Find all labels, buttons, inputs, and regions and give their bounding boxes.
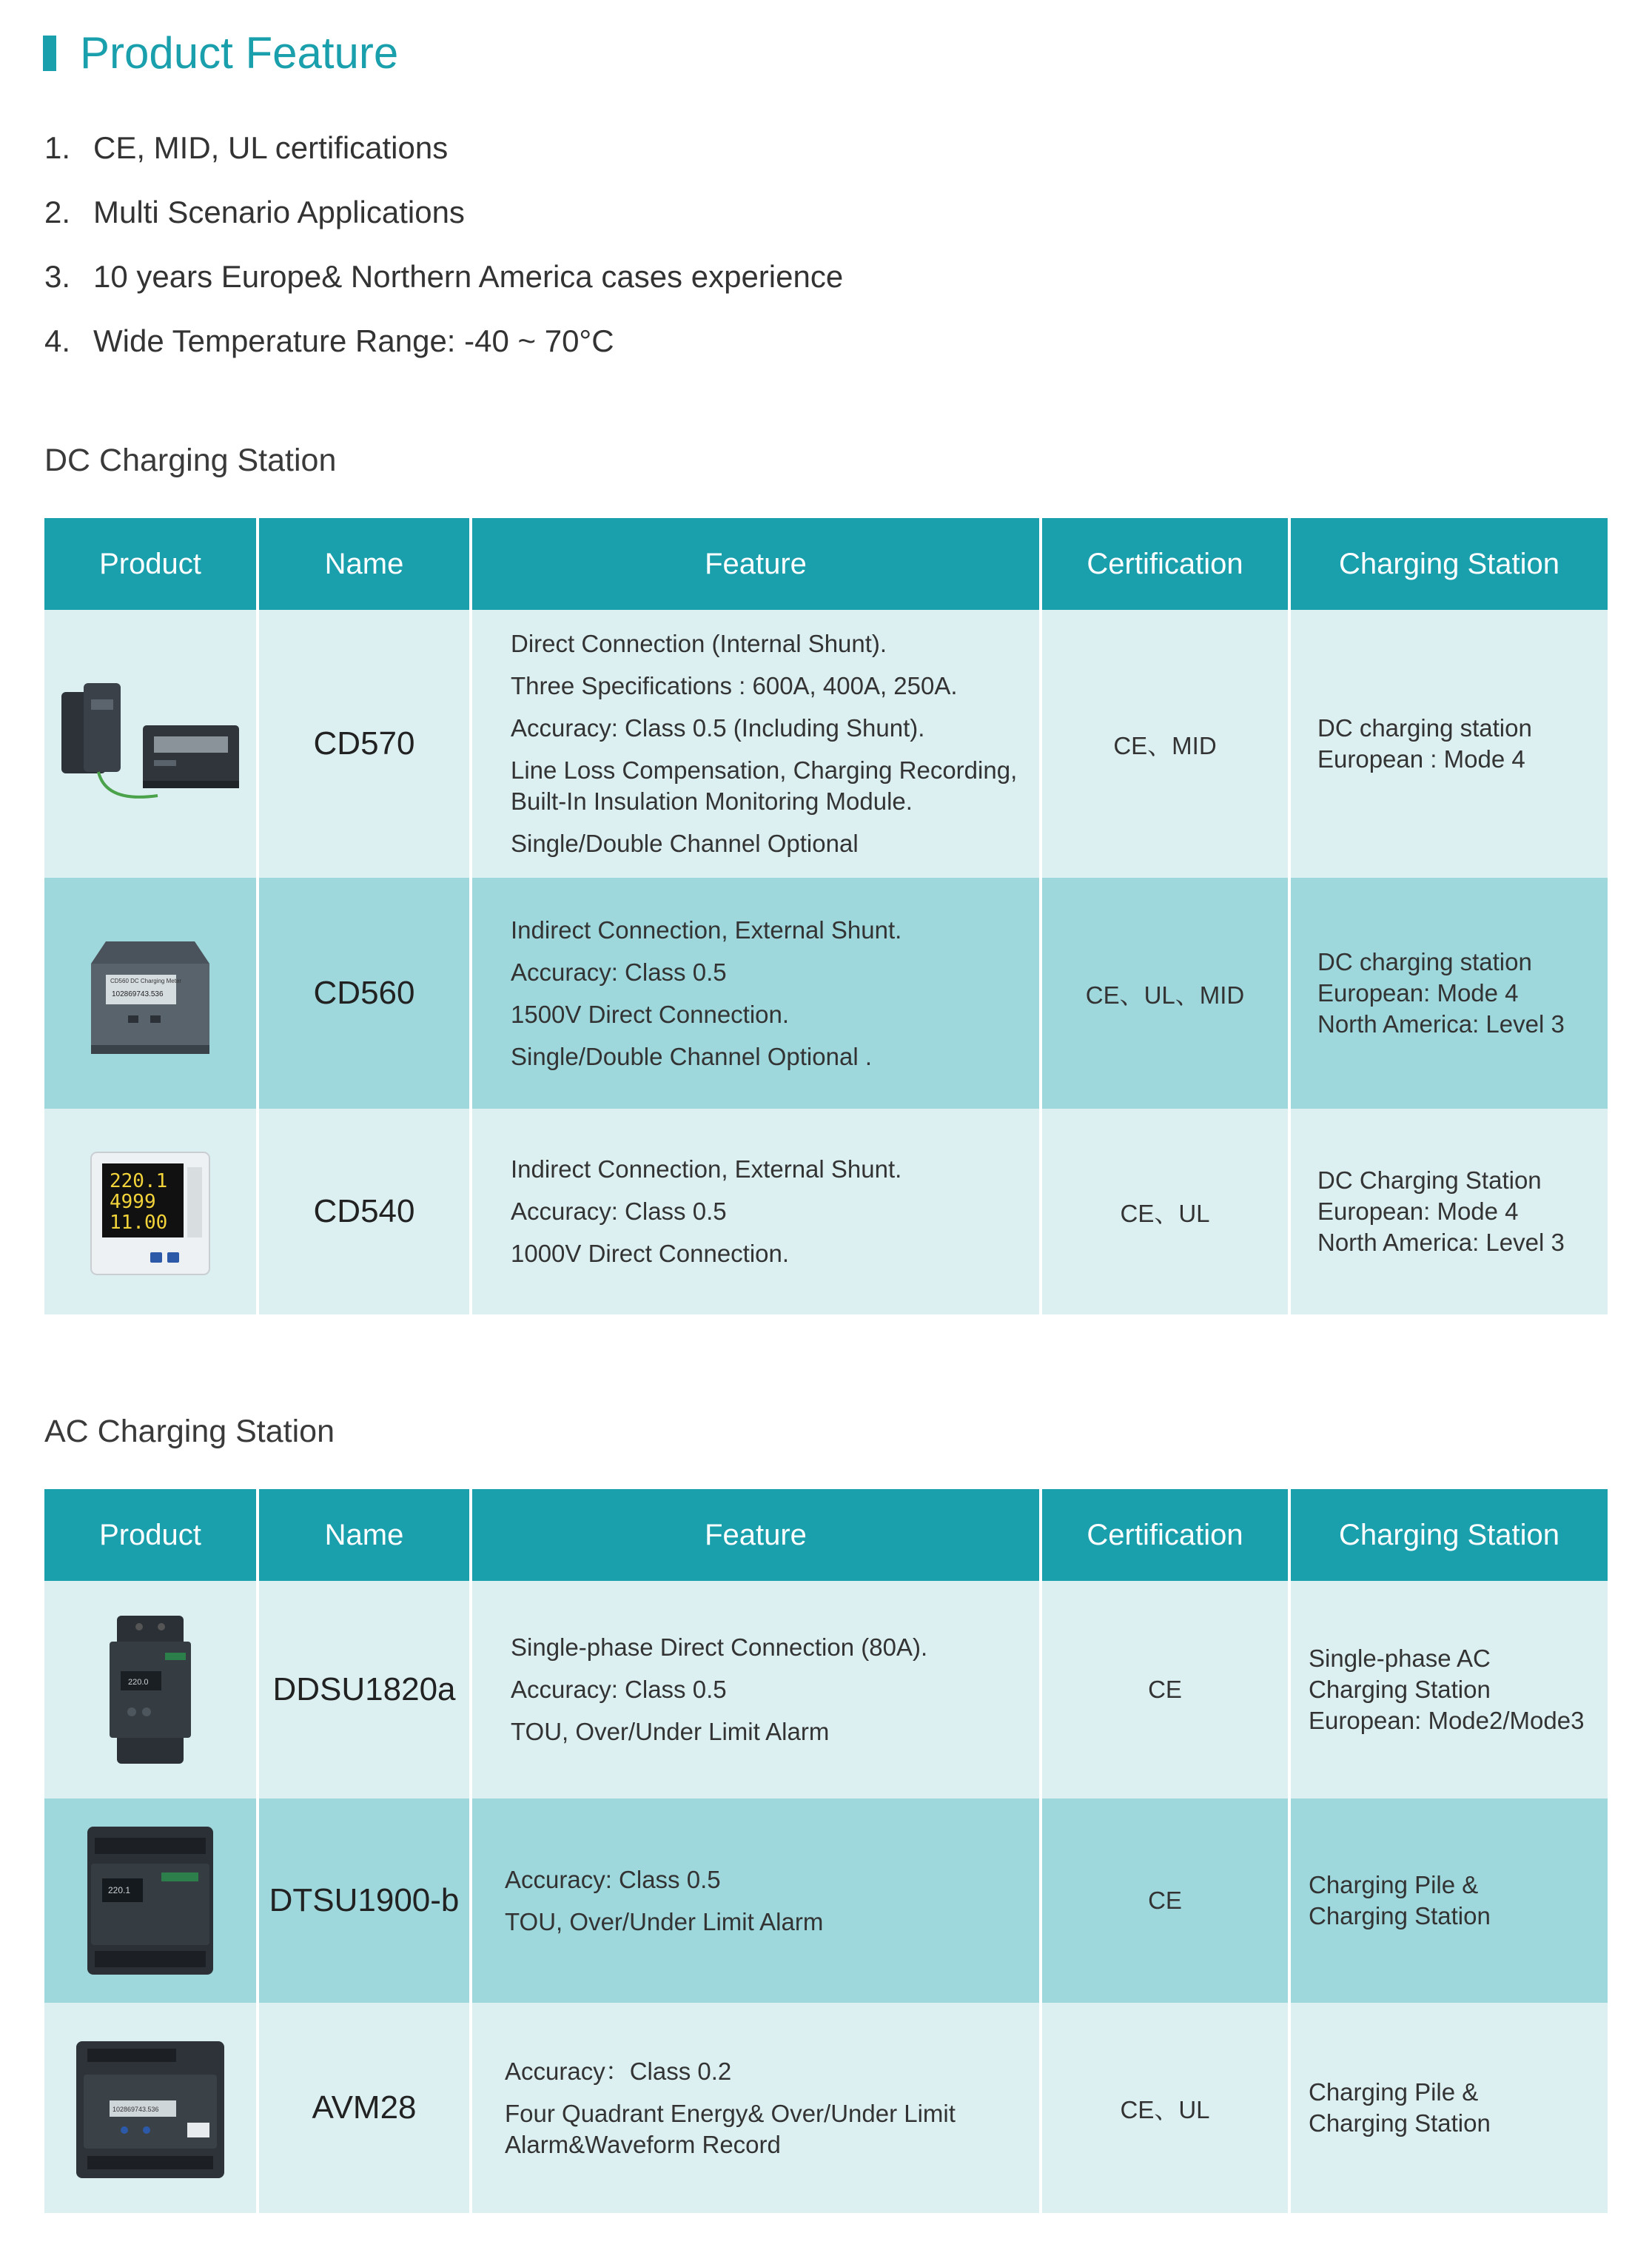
station-line: Charging Station bbox=[1309, 2109, 1491, 2137]
product-image-cell bbox=[44, 610, 258, 878]
cd560-device-image bbox=[76, 919, 224, 1067]
feature-cell bbox=[471, 1581, 1041, 1798]
feature-line: Indirect Connection, External Shunt. bbox=[511, 916, 902, 944]
station-cell bbox=[1289, 878, 1608, 1109]
feature-line: Indirect Connection, External Shunt. bbox=[511, 1155, 902, 1183]
station-cell bbox=[1289, 2003, 1608, 2213]
avm28-device-image bbox=[65, 2034, 235, 2182]
feature-number: 2. bbox=[44, 195, 71, 229]
feature-line: Accuracy: Class 0.5 bbox=[505, 1865, 721, 1893]
col-certification: Certification bbox=[1041, 518, 1289, 610]
product-image-cell bbox=[44, 1581, 258, 1798]
feature-line: TOU, Over/Under Limit Alarm bbox=[505, 1907, 824, 1935]
station-line: Single-phase AC bbox=[1309, 1645, 1491, 1672]
product-name: CD570 bbox=[258, 610, 471, 878]
col-name: Name bbox=[258, 1489, 471, 1581]
product-image-cell bbox=[44, 1109, 258, 1314]
cd540-device-image bbox=[80, 1141, 221, 1282]
ddsu1820a-device-image bbox=[87, 1612, 213, 1767]
feature-cell bbox=[471, 2003, 1041, 2213]
station-line: North America: Level 3 bbox=[1317, 1229, 1565, 1256]
cd560-device-reading: 102869743.536 bbox=[112, 990, 164, 998]
cd570-device-image bbox=[54, 677, 246, 810]
page-title: Product Feature bbox=[80, 28, 399, 78]
col-product: Product bbox=[44, 518, 258, 610]
station-cell bbox=[1289, 1109, 1608, 1314]
col-product: Product bbox=[44, 1489, 258, 1581]
station-line: European: Mode 4 bbox=[1317, 1198, 1519, 1225]
table-row bbox=[44, 610, 1608, 878]
station-line: DC charging station bbox=[1317, 948, 1532, 975]
col-charging-station: Charging Station bbox=[1289, 518, 1608, 610]
feature-line: Accuracy：Class 0.2 bbox=[505, 2057, 732, 2085]
ac-section-title: AC Charging Station bbox=[44, 1414, 335, 1449]
cd540-reading-1: 220.1 bbox=[110, 1170, 168, 1192]
feature-item bbox=[44, 180, 843, 244]
feature-line: Three Specifications : 600A, 400A, 250A. bbox=[511, 672, 958, 699]
cd560-device-label: CD560 DC Charging Meter bbox=[110, 978, 182, 984]
table-row bbox=[44, 2003, 1608, 2213]
ac-table-header bbox=[44, 1489, 1608, 1581]
feature-item bbox=[44, 244, 843, 309]
feature-line: Accuracy: Class 0.5 bbox=[511, 1198, 727, 1225]
feature-list bbox=[44, 115, 843, 373]
station-line: DC charging station bbox=[1317, 714, 1532, 742]
station-line: Charging Station bbox=[1309, 1902, 1491, 1929]
feature-line: Single/Double Channel Optional . bbox=[511, 1042, 872, 1070]
feature-text: CE, MID, UL certifications bbox=[93, 130, 449, 165]
station-cell bbox=[1289, 1798, 1608, 2003]
dc-table-header bbox=[44, 518, 1608, 610]
product-name: DDSU1820a bbox=[258, 1581, 471, 1798]
feature-line: Four Quadrant Energy& Over/Under Limit Alarm&Waveform Record bbox=[505, 2099, 956, 2158]
feature-cell bbox=[471, 1109, 1041, 1314]
station-line: Charging Station bbox=[1309, 1676, 1491, 1703]
col-feature: Feature bbox=[471, 518, 1041, 610]
feature-text: Wide Temperature Range: -40 ~ 70°C bbox=[93, 323, 614, 358]
feature-line: Accuracy: Class 0.5 bbox=[511, 958, 727, 986]
station-cell bbox=[1289, 610, 1608, 878]
station-line: Charging Pile & bbox=[1309, 2078, 1479, 2106]
feature-line: Direct Connection (Internal Shunt). bbox=[511, 630, 887, 657]
product-image-cell bbox=[44, 878, 258, 1109]
product-image-cell bbox=[44, 2003, 258, 2213]
station-line: European: Mode 4 bbox=[1317, 979, 1519, 1007]
feature-line: Single/Double Channel Optional bbox=[511, 830, 859, 857]
product-image-cell bbox=[44, 1798, 258, 2003]
feature-number: 1. bbox=[44, 130, 71, 165]
feature-line: Line Loss Compensation, Charging Recording, Built-In Insulation Monitoring Module. bbox=[511, 756, 1018, 815]
product-name: DTSU1900-b bbox=[258, 1798, 471, 2003]
cd540-reading-3: 11.00 bbox=[110, 1212, 168, 1234]
feature-number: 3. bbox=[44, 259, 71, 294]
certification-cell: CE bbox=[1041, 1581, 1289, 1798]
station-cell bbox=[1289, 1581, 1608, 1798]
feature-cell bbox=[471, 610, 1041, 878]
certification-cell: CE bbox=[1041, 1798, 1289, 2003]
ddsu1820a-device-reading: 220.0 bbox=[128, 1678, 149, 1687]
product-name: CD540 bbox=[258, 1109, 471, 1314]
dtsu1900b-device-reading: 220.1 bbox=[108, 1885, 131, 1895]
table-row bbox=[44, 1109, 1608, 1314]
station-line: Charging Pile & bbox=[1309, 1871, 1479, 1898]
col-name: Name bbox=[258, 518, 471, 610]
station-line: DC Charging Station bbox=[1317, 1166, 1542, 1194]
feature-line: 1500V Direct Connection. bbox=[511, 1000, 790, 1028]
feature-line: Single-phase Direct Connection (80A). bbox=[511, 1633, 928, 1661]
feature-cell bbox=[471, 1798, 1041, 2003]
feature-text: Multi Scenario Applications bbox=[93, 195, 465, 229]
feature-cell bbox=[471, 878, 1041, 1109]
station-line: North America: Level 3 bbox=[1317, 1010, 1565, 1038]
col-certification: Certification bbox=[1041, 1489, 1289, 1581]
avm28-device-reading: 102869743.536 bbox=[113, 2106, 159, 2113]
cd540-reading-2: 4999 bbox=[110, 1191, 156, 1213]
title-accent-bar bbox=[43, 36, 56, 71]
dtsu1900b-device-image bbox=[73, 1819, 228, 1982]
certification-cell: CE、MID bbox=[1041, 610, 1289, 878]
certification-cell: CE、UL、MID bbox=[1041, 878, 1289, 1109]
feature-item bbox=[44, 309, 843, 373]
feature-item bbox=[44, 115, 843, 180]
feature-line: Accuracy: Class 0.5 (Including Shunt). bbox=[511, 714, 925, 742]
dc-table bbox=[44, 518, 1608, 1314]
certification-cell: CE、UL bbox=[1041, 2003, 1289, 2213]
feature-number: 4. bbox=[44, 323, 71, 358]
feature-text: 10 years Europe& Northern America cases experience bbox=[93, 259, 844, 294]
table-row bbox=[44, 878, 1608, 1109]
ac-table bbox=[44, 1489, 1608, 2213]
product-name: AVM28 bbox=[258, 2003, 471, 2213]
certification-cell: CE、UL bbox=[1041, 1109, 1289, 1314]
table-row bbox=[44, 1581, 1608, 1798]
col-feature: Feature bbox=[471, 1489, 1041, 1581]
feature-line: Accuracy: Class 0.5 bbox=[511, 1676, 727, 1703]
table-row bbox=[44, 1798, 1608, 2003]
dc-section-title: DC Charging Station bbox=[44, 443, 337, 478]
col-charging-station: Charging Station bbox=[1289, 1489, 1608, 1581]
station-line: European : Mode 4 bbox=[1317, 745, 1525, 773]
feature-line: TOU, Over/Under Limit Alarm bbox=[511, 1718, 830, 1745]
feature-line: 1000V Direct Connection. bbox=[511, 1240, 790, 1267]
station-line: European: Mode2/Mode3 bbox=[1309, 1707, 1585, 1734]
product-name: CD560 bbox=[258, 878, 471, 1109]
